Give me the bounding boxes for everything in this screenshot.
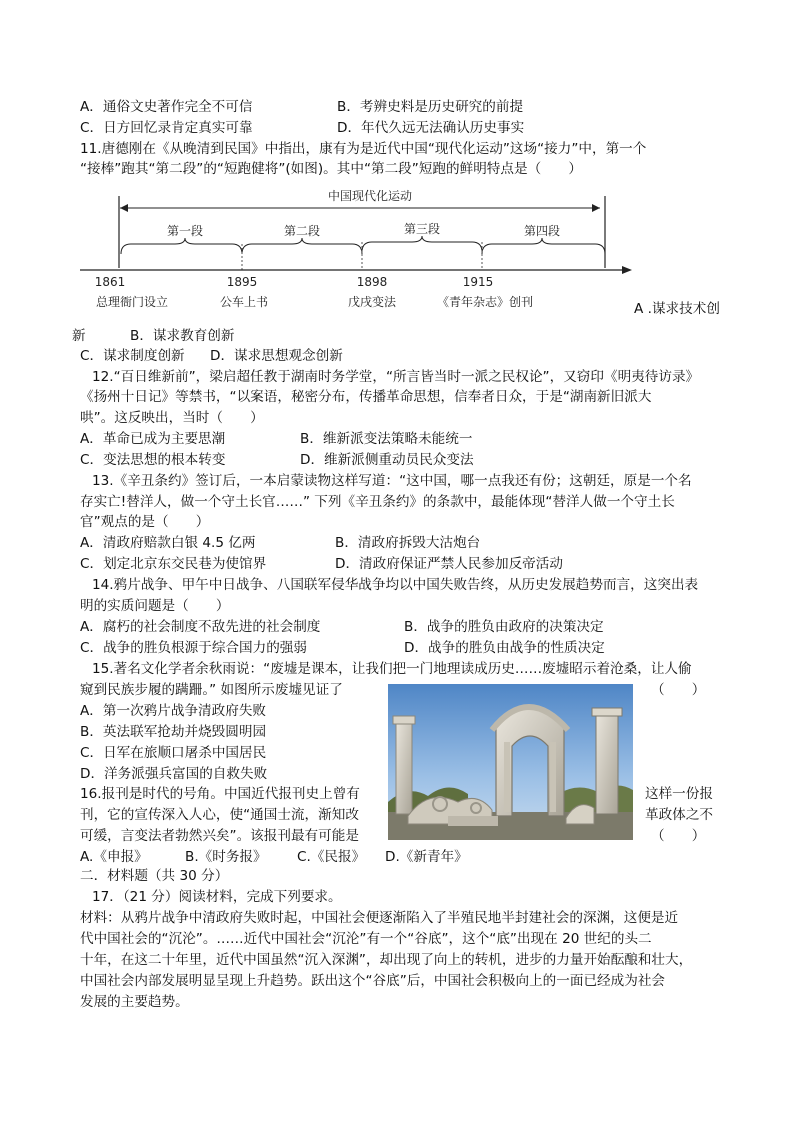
event-youth-magazine: 《青年杂志》创刊 [436,295,534,309]
segment-1-label: 第一段 [166,224,204,238]
diagram-title: 中国现代化运动 [327,189,413,203]
segment-4-brace [482,238,605,254]
q17-material-line5: 发展的主要趋势。 [80,994,189,1010]
year-1895: 1895 [226,275,258,289]
q11-option-b: B．谋求教育创新 [130,328,235,344]
q16-option-b: B.《时务报》 [185,849,267,865]
q11-option-a-cont: 新 [72,328,86,344]
q16-answer-paren: （ ） [651,828,706,844]
q14-stem-line1: 14.鸦片战争、甲午中日战争、八国联军侵华战争均以中国失败告终，从历史发展趋势而言，这突出表 [92,577,699,593]
q16-stem-line1-right: 这样一份报 [645,786,713,802]
event-gongche-shangshu: 公车上书 [219,295,269,309]
q13-option-a: A．清政府赔款白银 4.5 亿两 [80,535,256,551]
q15-stem-line1: 15.著名文化学者余秋雨说：“废墟是课本，让我们把一门地理读成历史……废墟昭示着沧桑，让人偷 [92,661,692,677]
year-1915: 1915 [462,275,494,289]
q15-answer-paren: （ ） [651,682,706,698]
q10-option-b: B．考辨史料是历史研究的前提 [337,99,524,115]
q16-stem-line2-left: 刊，它的宣传深入人心，使“通国士流，渐知改 [80,807,359,823]
q13-option-c: C．划定北京东交民巷为使馆界 [80,556,267,572]
q17-material-line4: 中国社会内部发展明显呈现上升趋势。跃出这个“谷底”后，中国社会积极向上的一面已经成为社会 [80,973,666,989]
q12-option-b: B．维新派变法策略未能统一 [300,431,473,447]
q13-stem-line1: 13.《辛丑条约》签订后，一本启蒙读物这样写道：“这中国，哪一点我还有份；这朝廷，原是一个名 [92,473,692,489]
q11-stem-line1: 11.唐德刚在《从晚清到民国》中指出，康有为是近代中国“现代化运动”这场“接力”中，第一个 [80,141,647,157]
q10-option-a: A．通俗文史著作完全不可信 [80,99,253,115]
q15-option-b: B．英法联军抢劫并烧毁圆明园 [80,724,267,740]
q13-option-b: B．清政府拆毁大沽炮台 [335,535,481,551]
q15-option-d: D．洋务派强兵富国的自救失败 [80,766,268,782]
q14-option-a: A．腐朽的社会制度不敌先进的社会制度 [80,619,321,635]
q10-option-c: C．日方回忆录肯定真实可靠 [80,120,253,136]
q16-stem-line1-left: 16.报刊是时代的号角。中国近代报刊史上曾有 [80,786,360,802]
q13-stem-line3: 官”观点的是（ ） [80,514,210,530]
q12-option-d: D．维新派侧重动员民众变法 [300,452,474,468]
q12-option-a: A．革命已成为主要思潮 [80,431,226,447]
q16-stem-line3-left: 可缓，言变法者勃然兴矣”。该报刊最有可能是 [80,828,359,844]
q16-stem-line2-right: 革政体之不 [645,807,713,823]
q13-stem-line2: 存实亡!替洋人，做一个守土长官……” 下列《辛丑条约》的条款中，最能体现“替洋人做一个守土长 [80,494,675,510]
q14-option-d: D．战争的胜负由战争的性质决定 [404,640,605,656]
q12-stem-line3: 哄”。这反映出，当时（ ） [80,410,264,426]
q15-option-a: A．第一次鸦片战争清政府失败 [80,703,267,719]
q17-material-line1: 材料：从鸦片战争中清政府失败时起，中国社会便逐渐陷入了半殖民地半封建社会的深渊，这便是近 [80,910,679,926]
segment-3-brace [362,236,482,252]
q17-material-line2: 代中国社会的“沉沦”。……近代中国社会“沉沦”有一个“谷底”，这个“底”出现在 20 世纪的头二 [80,931,652,947]
q15-stem-line2: 窥到民族步履的蹒跚。” 如图所示废墟见证了 [80,682,343,698]
event-zongli-yamen: 总理衙门设立 [95,295,169,309]
event-wuxu-reform: 戊戌变法 [347,295,397,309]
segment-1-brace [121,238,242,254]
q15-option-c: C．日军在旅顺口屠杀中国居民 [80,745,267,761]
q11-option-d: D．谋求思想观念创新 [210,348,343,364]
q12-option-c: C．变法思想的根本转变 [80,452,226,468]
segment-2-label: 第二段 [283,224,321,238]
modernization-timeline-diagram [80,182,640,312]
q16-option-d: D.《新青年》 [385,849,468,865]
segment-3-label: 第三段 [403,222,441,236]
q11-stem-line2: “接棒”跑其“第二段”的“短跑健将”(如图)。其中“第二段”短跑的鲜明特点是（ ） [80,161,582,177]
q12-stem-line2: 《扬州十日记》等禁书，“以案语，秘密分布，传播革命思想，信奉者日众，于是“湖南新旧派大 [80,389,652,405]
q10-option-d: D．年代久远无法确认历史事实 [337,120,525,136]
q16-option-a: A.《申报》 [80,849,148,865]
section-2-heading: 二．材料题（共 30 分） [80,868,229,884]
year-1898: 1898 [356,275,388,289]
q14-option-c: C．战争的胜负根源于综合国力的强弱 [80,640,307,656]
segment-2-brace [242,238,362,254]
q12-stem-line1: 12.“百日维新前”，梁启超任教于湖南时务学堂，“所言皆当时一派之民权论”，又窃印《明夷待访录》 [92,369,700,385]
q17-material-line3: 十年，在这二十年里，近代中国虽然“沉入深渊”，却出现了向上的转机，进步的力量开始酝酿和壮大， [80,952,693,968]
q17-heading: 17．（21 分）阅读材料，完成下列要求。 [92,889,342,905]
q16-option-c: C.《民报》 [297,849,366,865]
q13-option-d: D．清政府保证严禁人民参加反帝活动 [335,556,563,572]
year-1861: 1861 [94,275,126,289]
q14-stem-line2: 明的实质问题是（ ） [80,598,230,614]
yuanmingyuan-ruins-photo [388,684,633,840]
q14-option-b: B．战争的胜负由政府的决策决定 [404,619,604,635]
q11-option-c: C．谋求制度创新 [80,348,185,364]
segment-4-label: 第四段 [523,224,561,238]
q11-option-a: A .谋求技术创 [634,301,720,317]
